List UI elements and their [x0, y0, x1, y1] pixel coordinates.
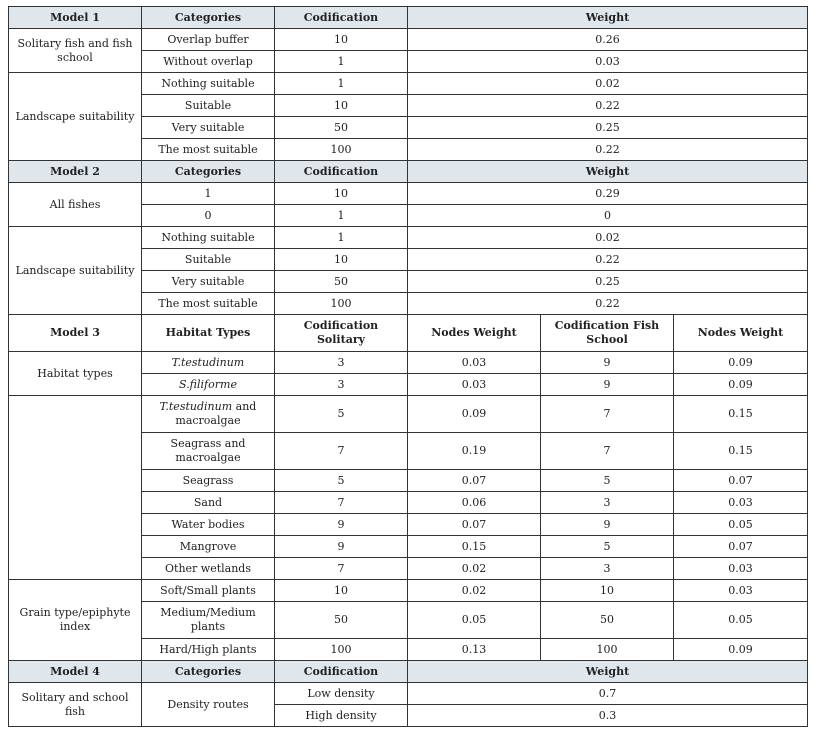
- table-cell: 3: [275, 352, 408, 374]
- table-cell: 0.22: [408, 293, 808, 315]
- table-row: [9, 396, 808, 433]
- table-cell: 100: [275, 639, 408, 661]
- table-cell: 0.05: [674, 602, 808, 639]
- model2-header-row: [9, 161, 808, 183]
- table-cell: 3: [541, 558, 674, 580]
- model4-header-row: [9, 661, 808, 683]
- header-cell: Codification: [275, 161, 408, 183]
- header-cell: Categories: [142, 161, 275, 183]
- table-cell: 7: [275, 492, 408, 514]
- table-cell: 0.19: [408, 433, 541, 470]
- table-cell: 50: [275, 271, 408, 293]
- table-cell: Density routes: [142, 683, 275, 727]
- table-cell: 3: [541, 492, 674, 514]
- table-cell: 10: [541, 580, 674, 602]
- table-cell: 7: [541, 396, 674, 433]
- header-cell: Codification Fish School: [541, 315, 674, 352]
- table-cell: 0.22: [408, 249, 808, 271]
- table-cell: 50: [541, 602, 674, 639]
- table-cell: 0.15: [674, 396, 808, 433]
- table-cell: Suitable: [142, 95, 275, 117]
- table-cell: 0.29: [408, 183, 808, 205]
- table-cell: Hard/High plants: [142, 639, 275, 661]
- table-cell: 0.02: [408, 558, 541, 580]
- header-cell: Nodes Weight: [408, 315, 541, 352]
- model1-header-row: [9, 7, 808, 29]
- table-cell: 0.05: [408, 602, 541, 639]
- table-cell: 5: [275, 470, 408, 492]
- table-row: [9, 183, 808, 205]
- header-cell: Weight: [408, 7, 808, 29]
- table-cell: 10: [275, 580, 408, 602]
- table-cell: Soft/Small plants: [142, 580, 275, 602]
- species-name: T.testudinum: [159, 400, 233, 413]
- table-cell: 5: [541, 536, 674, 558]
- table-cell: Sand: [142, 492, 275, 514]
- group-label: All fishes: [9, 183, 142, 227]
- header-cell: Categories: [142, 661, 275, 683]
- table-cell: 0.22: [408, 139, 808, 161]
- table-cell: 50: [275, 117, 408, 139]
- table-cell: 0.02: [408, 580, 541, 602]
- table-cell: 9: [275, 536, 408, 558]
- group-label: Habitat types: [9, 352, 142, 396]
- table-cell: 0.13: [408, 639, 541, 661]
- table-row: [9, 580, 808, 602]
- table-cell: 0.09: [674, 374, 808, 396]
- header-cell: Weight: [408, 661, 808, 683]
- species-suffix: and macroalgae: [175, 400, 257, 427]
- table-cell: Overlap buffer: [142, 29, 275, 51]
- table-cell: 0.22: [408, 95, 808, 117]
- table-cell: 0.07: [408, 470, 541, 492]
- group-label: Landscape suitability: [9, 73, 142, 161]
- table-row: [9, 227, 808, 249]
- table-cell: 0.03: [408, 352, 541, 374]
- table-cell: 9: [541, 352, 674, 374]
- table-cell: 0.03: [408, 51, 808, 73]
- header-cell: Model 1: [9, 7, 142, 29]
- table-cell: 7: [541, 433, 674, 470]
- table-cell: 0.07: [674, 536, 808, 558]
- table-cell: 1: [142, 183, 275, 205]
- table-row: [9, 29, 808, 51]
- table-cell: 10: [275, 183, 408, 205]
- table-cell: 9: [275, 514, 408, 536]
- header-cell: Model 4: [9, 661, 142, 683]
- table-cell: 0.25: [408, 271, 808, 293]
- table-cell: 100: [275, 293, 408, 315]
- table-cell: 5: [275, 396, 408, 433]
- table-cell: Water bodies: [142, 514, 275, 536]
- table-cell: 9: [541, 374, 674, 396]
- table-cell: The most suitable: [142, 293, 275, 315]
- table-cell: 7: [275, 433, 408, 470]
- table-cell: 1: [275, 51, 408, 73]
- table-cell: 0: [142, 205, 275, 227]
- table-cell: 0.15: [408, 536, 541, 558]
- table-cell: 1: [275, 227, 408, 249]
- table-cell: 0.09: [674, 639, 808, 661]
- table-cell: Without overlap: [142, 51, 275, 73]
- table-cell: 0.05: [674, 514, 808, 536]
- model-weights-table: [8, 6, 808, 727]
- table-cell: Nothing suitable: [142, 227, 275, 249]
- table-cell: Seagrass and macroalgae: [142, 433, 275, 470]
- table-cell: 9: [541, 514, 674, 536]
- header-cell: Model 3: [9, 315, 142, 352]
- header-cell: Habitat Types: [142, 315, 275, 352]
- table-row: [9, 73, 808, 95]
- table-cell: 0.09: [408, 396, 541, 433]
- header-cell: Codification: [275, 7, 408, 29]
- table-cell: Medium/Medium plants: [142, 602, 275, 639]
- table-cell: 0.07: [674, 470, 808, 492]
- table-cell: 10: [275, 29, 408, 51]
- header-cell: Codification Solitary: [275, 315, 408, 352]
- group-label: Solitary and school fish: [9, 683, 142, 727]
- table-cell: 100: [275, 139, 408, 161]
- table-cell: The most suitable: [142, 139, 275, 161]
- table-row: [9, 352, 808, 374]
- table-cell: 3: [275, 374, 408, 396]
- table-cell: 10: [275, 95, 408, 117]
- group-label: Solitary fish and fish school: [9, 29, 142, 73]
- table-row: [9, 683, 808, 705]
- table-cell: 0.25: [408, 117, 808, 139]
- header-cell: Nodes Weight: [674, 315, 808, 352]
- table-cell: 0.26: [408, 29, 808, 51]
- table-cell: 10: [275, 249, 408, 271]
- table-cell: 0.03: [674, 580, 808, 602]
- table-cell: 0.15: [674, 433, 808, 470]
- table-cell: Very suitable: [142, 271, 275, 293]
- model3-header-row: [9, 315, 808, 352]
- group-label: Grain type/epiphyte index: [9, 580, 142, 661]
- table-cell: High density: [275, 705, 408, 727]
- table-cell: 0.02: [408, 227, 808, 249]
- table-cell: 100: [541, 639, 674, 661]
- table-cell: Suitable: [142, 249, 275, 271]
- table-cell: 5: [541, 470, 674, 492]
- table-cell: Very suitable: [142, 117, 275, 139]
- header-cell: Categories: [142, 7, 275, 29]
- header-cell: Model 2: [9, 161, 142, 183]
- table-cell: S.filiforme: [142, 374, 275, 396]
- group-label: [9, 396, 142, 580]
- table-cell: [142, 396, 275, 433]
- table-cell: 0.02: [408, 73, 808, 95]
- table-cell: 0: [408, 205, 808, 227]
- table-cell: Low density: [275, 683, 408, 705]
- table-cell: Seagrass: [142, 470, 275, 492]
- table-cell: 0.03: [674, 492, 808, 514]
- table-cell: 0.03: [408, 374, 541, 396]
- table-cell: 0.7: [408, 683, 808, 705]
- table-cell: Nothing suitable: [142, 73, 275, 95]
- table-cell: Mangrove: [142, 536, 275, 558]
- table-cell: 0.07: [408, 514, 541, 536]
- table-cell: 50: [275, 602, 408, 639]
- table-cell: 1: [275, 73, 408, 95]
- table-cell: 0.06: [408, 492, 541, 514]
- table-cell: 7: [275, 558, 408, 580]
- table-cell: Other wetlands: [142, 558, 275, 580]
- table-cell: 0.03: [674, 558, 808, 580]
- header-cell: Codification: [275, 661, 408, 683]
- group-label: Landscape suitability: [9, 227, 142, 315]
- table-cell: 0.09: [674, 352, 808, 374]
- table-cell: 1: [275, 205, 408, 227]
- table-cell: T.testudinum: [142, 352, 275, 374]
- table-cell: 0.3: [408, 705, 808, 727]
- header-cell: Weight: [408, 161, 808, 183]
